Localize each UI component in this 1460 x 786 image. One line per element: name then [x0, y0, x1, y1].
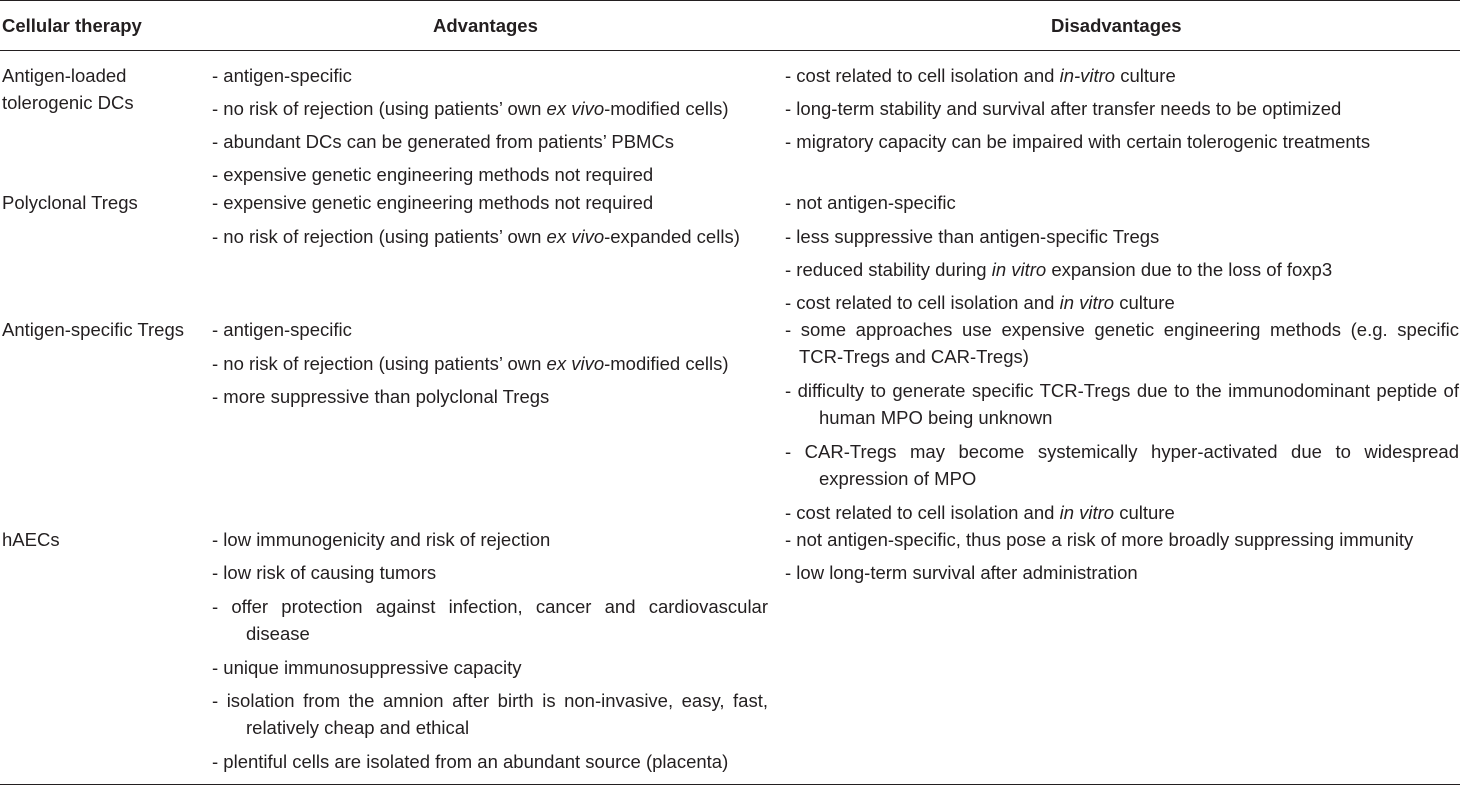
list-item: - no risk of rejection (using patients’ own ex vivo-expanded cells) [212, 226, 740, 247]
list-item: - expensive genetic engineering methods not required [212, 192, 654, 213]
row-therapy-antigen-loaded-dcs: Antigen-loaded tolerogenic DCs [2, 65, 134, 113]
list-item: - low risk of causing tumors [212, 562, 437, 583]
list-item: - difficulty to generate specific TCR-Tregs due to the immunodominant peptide of human MPO being unknown [785, 380, 1459, 428]
list-item: - antigen-specific [212, 65, 352, 86]
list-item: - not antigen-specific, thus pose a risk of more broadly suppressing immunity [785, 529, 1414, 550]
list-item: - no risk of rejection (using patients’ own ex vivo-modified cells) [212, 98, 729, 119]
list-item: - plentiful cells are isolated from an abundant source (placenta) [212, 751, 729, 772]
list-item: - abundant DCs can be generated from patients’ PBMCs [212, 131, 675, 152]
row-therapy-haecs: hAECs [2, 529, 60, 550]
list-item: - no risk of rejection (using patients’ own ex vivo-modified cells) [212, 353, 729, 374]
list-item: - cost related to cell isolation and in vitro culture [785, 292, 1175, 313]
list-item: - cost related to cell isolation and in-vitro culture [785, 65, 1176, 86]
header-rule [0, 50, 1460, 51]
list-item: - cost related to cell isolation and in vitro culture [785, 502, 1175, 523]
list-item: - low long-term survival after administration [785, 562, 1138, 583]
table-top-rule [0, 0, 1460, 1]
list-item: - isolation from the amnion after birth is non-invasive, easy, fast, relatively cheap and ethical [212, 690, 768, 738]
row-therapy-polyclonal-tregs: Polyclonal Tregs [2, 192, 138, 213]
list-item: - unique immunosuppressive capacity [212, 657, 522, 678]
list-item: - expensive genetic engineering methods not required [212, 164, 654, 185]
header-disadvantages: Disadvantages [1051, 15, 1182, 36]
header-cellular-therapy: Cellular therapy [2, 15, 142, 36]
header-advantages: Advantages [433, 15, 538, 36]
list-item: - more suppressive than polyclonal Tregs [212, 386, 550, 407]
list-item: - low immunogenicity and risk of rejection [212, 529, 551, 550]
row-therapy-antigen-specific-tregs: Antigen-specific Tregs [2, 319, 185, 340]
list-item: - reduced stability during in vitro expansion due to the loss of foxp3 [785, 259, 1333, 280]
table-bottom-rule [0, 784, 1460, 785]
list-item: - not antigen-specific [785, 192, 956, 213]
list-item: - less suppressive than antigen-specific Tregs [785, 226, 1160, 247]
list-item: - some approaches use expensive genetic engineering methods (e.g. specific TCR-Tregs and CAR-Tregs) [785, 319, 1459, 367]
list-item: - offer protection against infection, cancer and cardiovascular disease [212, 596, 768, 644]
list-item: - migratory capacity can be impaired with certain tolerogenic treatments [785, 131, 1371, 152]
list-item: - antigen-specific [212, 319, 352, 340]
list-item: - long-term stability and survival after transfer needs to be optimized [785, 98, 1342, 119]
list-item: - CAR-Tregs may become systemically hyper-activated due to widespread expression of MPO [785, 441, 1459, 489]
